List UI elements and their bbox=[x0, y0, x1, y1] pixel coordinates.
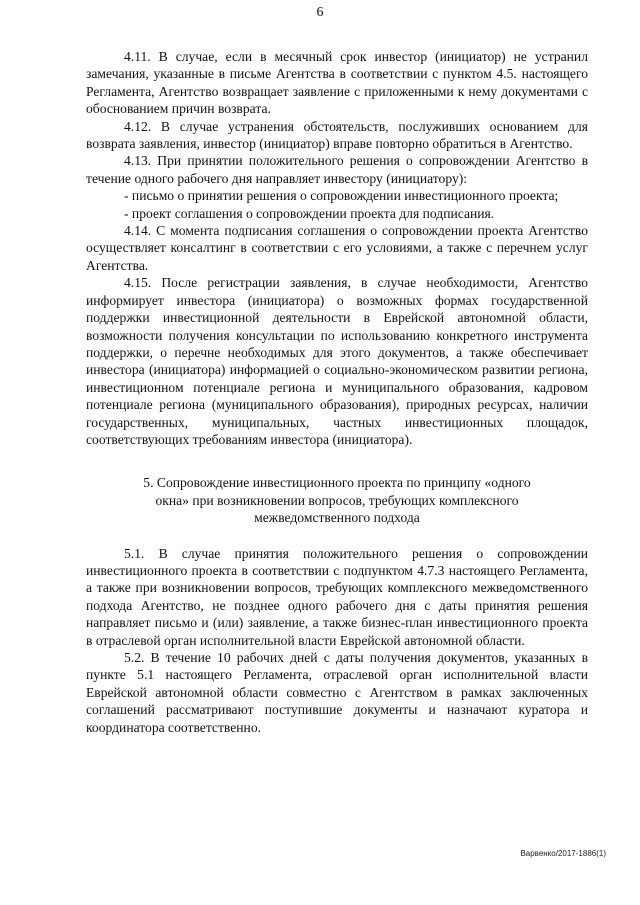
paragraph-4-11: 4.11. В случае, если в месячный срок инвестор (инициатор) не устранил замечания, указанные в письме Агентства в соответствии с пунктом 4.5. настоящего Регламента, Агентство возвращает заявление с приложенными к нему документами с обоснованием причин возврата. bbox=[86, 49, 588, 117]
section-title-line: межведомственного подхода bbox=[254, 510, 420, 526]
list-item-agreement-draft: - проект соглашения о сопровождении проекта для подписания. bbox=[124, 205, 495, 221]
document-code: Варвенко/2017-1886(1) bbox=[520, 849, 606, 858]
section-5-body bbox=[86, 545, 588, 736]
paragraph-4-14: 4.14. С момента подписания соглашения о сопровождении проекта Агентство осуществляет консалтинг в соответствии с его условиями, а также с перечнем услуг Агентства. bbox=[86, 223, 588, 273]
section-title-line: окна» при возникновении вопросов, требующих комплексного bbox=[155, 492, 519, 508]
section-5-title bbox=[86, 474, 588, 526]
page-number: 6 bbox=[316, 5, 324, 20]
document-body bbox=[86, 48, 588, 736]
paragraph-4-13: 4.13. При принятии положительного решения о сопровождении Агентство в течение одного рабочего дня направляет инвестору (инициатору): bbox=[86, 153, 588, 186]
paragraph-4-12: 4.12. В случае устранения обстоятельств, послуживших основанием для возврата заявления, инвестор (инициатор) вправе повторно обратиться в Агентство. bbox=[86, 118, 588, 152]
paragraph-5-1: 5.1. В случае принятия положительного решения о сопровождении инвестиционного проекта в соответствии с подпунктом 4.7.3 настоящего Регламента, а также при возникновении вопросов, требующих комплексного межведомственного подхода Агентство, не позднее одного рабочего дня с даты принятия решения направляет письмо и (или) заявление, а также бизнес-план инвестиционного проекта в отраслевой орган исполнительной власти Еврейской автономной области. bbox=[86, 545, 588, 648]
paragraph-5-2: 5.2. В течение 10 рабочих дней с даты получения документов, указанных в пункте 5.1 настоящего Регламента, отраслевой орган исполнительной власти Еврейской автономной области совместно с Агентством в рамках заключенных соглашений рассматривают поступившие документы и назначают куратора и координатора соответственно. bbox=[86, 650, 588, 735]
list-item-letter: - письмо о принятии решения о сопровождении инвестиционного проекта; bbox=[124, 188, 559, 204]
paragraph-4-15: 4.15. После регистрации заявления, в случае необходимости, Агентство информирует инвестора (инициатора) о возможных формах государственной поддержки инвестиционной деятельности в Еврейской автономной области, возможности получения консультации по использованию конкретного инструмента поддержки, о перечне необходимых для этого документов, а также обеспечивает инвестора (инициатора) информацией о социально-экономическом развитии региона, инвестиционном потенциале региона и муниципального образования, кадровом потенциале региона (муниципального образования), природных ресурсах, наличии государственных, муниципальных, частных инвестиционных площадок, соответствующих требованиям инвестора (инициатора). bbox=[86, 275, 588, 447]
section-title-line: 5. Сопровождение инвестиционного проекта по принципу «одного bbox=[143, 475, 531, 491]
